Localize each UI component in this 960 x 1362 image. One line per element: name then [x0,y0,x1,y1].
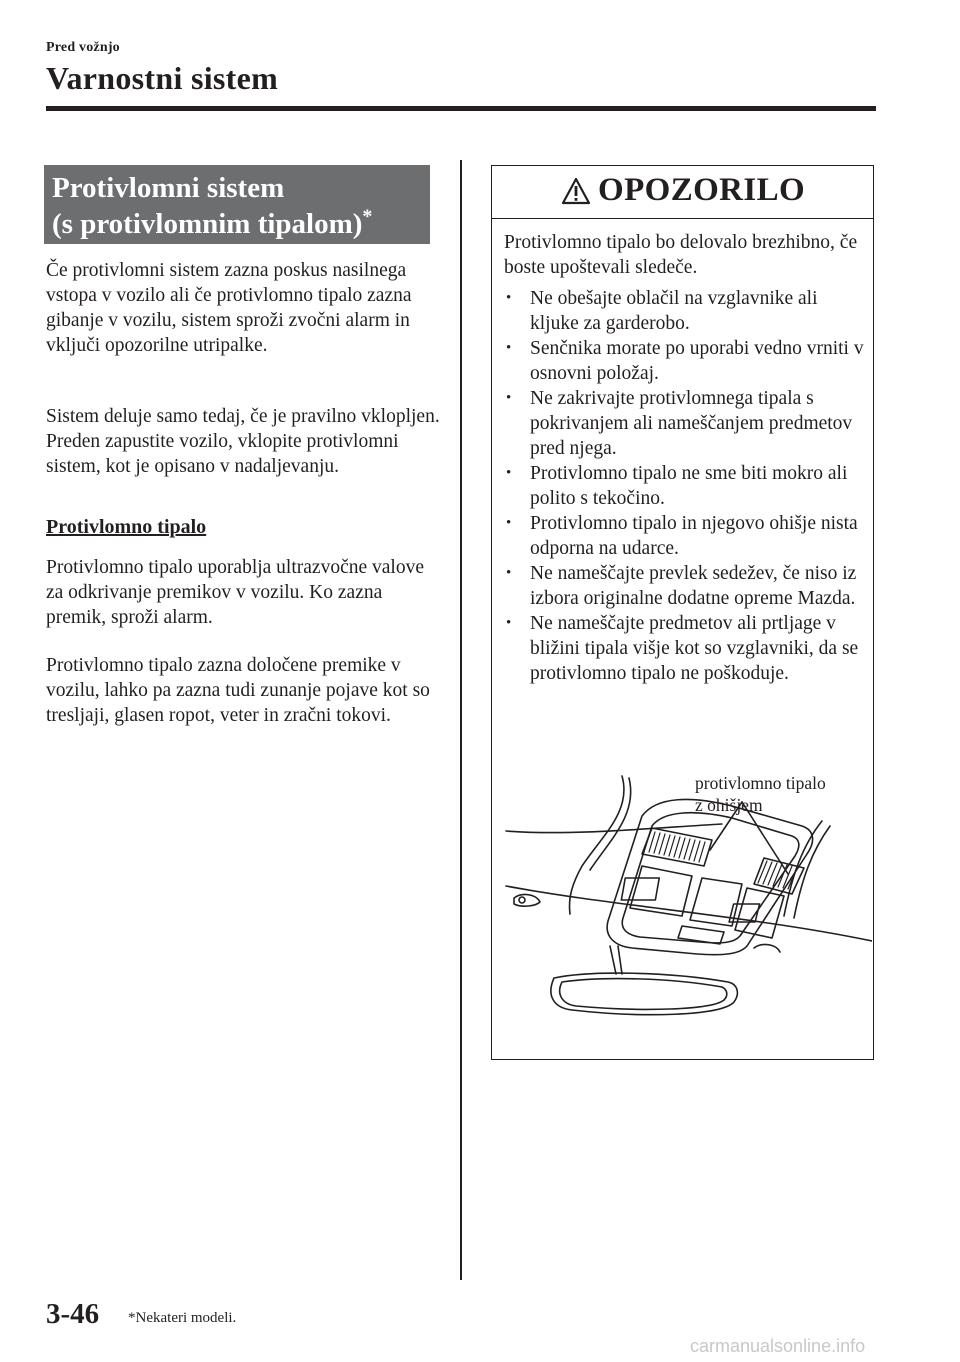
footnote: *Nekateri modeli. [128,1310,237,1326]
bullet-icon: • [506,290,512,306]
page-title: Varnostni sistem [46,60,279,96]
sensor-detection-paragraph: Protivlomno tipalo zazna določene premike v vozilu, lahko pa zazna tudi zunanje pojave kot so tresljaji, glasen ropot, veter in zračni tokovi. [46,655,430,726]
header-rule [46,106,876,111]
footnote-marker: * [362,205,373,228]
warning-intro: Protivlomno tipalo bo delovalo brezhibno, če boste upoštevali sledeče. [504,232,858,278]
warning-item-text: Senčnika morate po uporabi vedno vrniti v osnovni položaj. [530,338,864,384]
bullet-icon: • [506,515,512,531]
sensor-paragraph: Protivlomno tipalo uporablja ultrazvočne valove za odkrivanje premikov v vozilu. Ko zazna premik, sproži alarm. [46,557,424,628]
intro-paragraph: Če protivlomni sistem zazna poskus nasilnega vstopa v vozilo ali če protivlomno tipalo zazna gibanje v vozilu, sistem sproži zvočni alarm in vključi opozorilne utripalke. [46,260,412,356]
breadcrumb: Pred vožnjo [46,40,120,55]
warning-header [492,166,873,219]
warning-title: OPOZORILO [598,172,806,208]
watermark: carmanualsonline.info [690,1336,866,1356]
warning-item [504,386,869,461]
bullet-icon: • [506,465,512,481]
warning-item-text: Protivlomno tipalo ne sme biti mokro ali polito s tekočino. [530,463,848,509]
warning-triangle-icon [561,177,591,205]
page-number: 3-46 [46,1298,100,1330]
warning-box [491,165,874,1060]
warning-item-text: Ne zakrivajte protivlomnega tipala s pokrivanjem ali nameščanjem predmetov pred njega. [530,388,853,459]
bullet-icon: • [506,390,512,406]
warning-item-text: Ne nameščajte predmetov ali prtljage v bližini tipala višje kot so vzglavniki, da se protivlomno tipalo ne poškoduje. [530,613,859,684]
caption-line2: z ohišjem [695,795,763,815]
warning-item [504,336,869,386]
bullet-icon: • [506,340,512,356]
warning-item [504,461,869,511]
bullet-icon: • [506,565,512,581]
warning-item [504,611,869,686]
bullet-icon: • [506,615,512,631]
warning-item-text: Ne nameščajte prevlek sedežev, če niso iz izbora originalne dodatne opreme Mazda. [530,563,857,609]
warning-item-text: Protivlomno tipalo in njegovo ohišje nista odporna na udarce. [530,513,858,559]
column-divider [460,160,462,1280]
warning-list [504,286,869,686]
section-heading [44,165,430,244]
warning-item [504,561,869,611]
warning-item [504,511,869,561]
subheading-intrusion-sensor: Protivlomno tipalo [46,516,207,538]
activation-paragraph: Sistem deluje samo tedaj, če je pravilno vklopljen. Preden zapustite vozilo, vklopite protivlomni sistem, kot je opisano v nadaljevanju. [46,406,440,477]
section-heading-line2-text: (s protivlomnim tipalom) [52,208,363,240]
section-heading-line2 [52,206,430,242]
illustration-caption [695,772,870,816]
section-heading-line1: Protivlomni sistem [52,172,285,204]
warning-item [504,286,869,336]
warning-item-text: Ne obešajte oblačil na vzglavnike ali kljuke za garderobo. [530,288,818,334]
caption-line1: protivlomno tipalo [695,773,826,793]
